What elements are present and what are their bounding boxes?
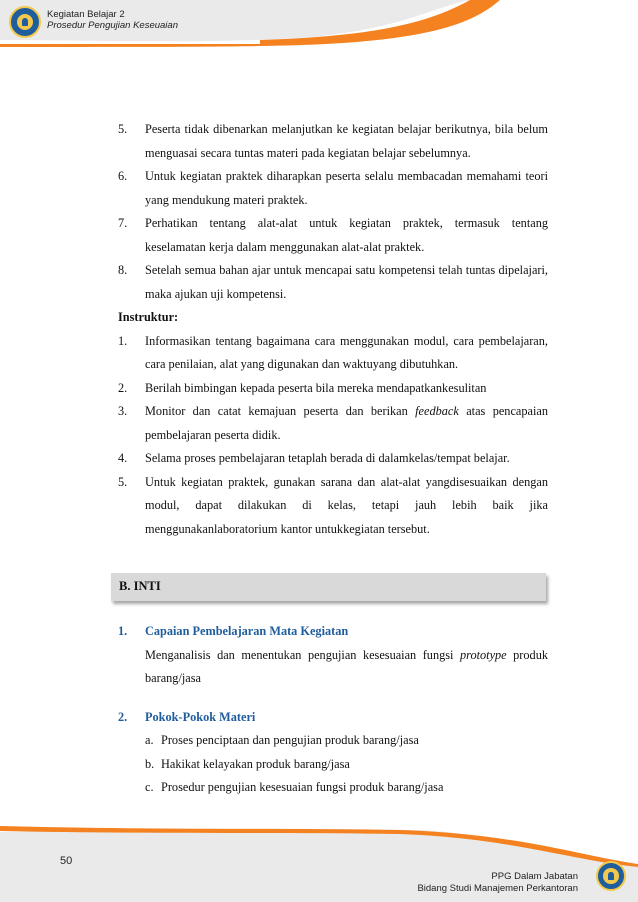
- section-heading: B. INTI: [119, 579, 161, 593]
- list-item: 3. Monitor dan catat kemajuan peserta dan berikan feedback atas pencapaian pembelajaran peserta didik.: [118, 404, 548, 442]
- tut-wuri-logo-icon: [9, 6, 41, 38]
- list-item: b. Hakikat kelayakan produk barang/jasa: [145, 756, 350, 771]
- header-title: Kegiatan Belajar 2: [47, 9, 125, 20]
- header-subtitle: Prosedur Pengujian Keseuaian: [47, 20, 178, 31]
- instruktur-heading: Instruktur:: [118, 310, 179, 324]
- list-item: 5. Untuk kegiatan praktek, gunakan sarana dan alat-alat yangdisesuaikan dengan modul, dapat dilakukan di kelas, tetapi jauh lebih baik jika menggunakanlaboratorium kantor untukkegiatan tersebut.: [118, 474, 548, 536]
- list-item: 8. Setelah semua bahan ajar untuk mencapai satu kompetensi telah tuntas dipelajari, maka ajukan uji kompetensi.: [118, 263, 548, 301]
- main-content: [118, 118, 548, 541]
- footer-line1: PPG Dalam Jabatan: [491, 871, 578, 882]
- tut-wuri-logo-icon: [596, 861, 626, 891]
- inti-section: [118, 620, 548, 800]
- list-item: 5. Peserta tidak dibenarkan melanjutkan ke kegiatan belajar berikutnya, bila belum menguasai secara tuntas materi pada kegiatan belajar sebelumnya.: [118, 122, 548, 160]
- capaian-heading: 1. Capaian Pembelajaran Mata Kegiatan: [118, 624, 349, 638]
- pokok-heading: 2. Pokok-Pokok Materi: [118, 709, 256, 724]
- list-item: c. Prosedur pengujian kesesuaian fungsi produk barang/jasa: [145, 780, 444, 794]
- list-item: 7. Perhatikan tentang alat-alat untuk kegiatan praktek, termasuk tentang keselamatan kerja dalam menggunakan alat-alat praktek.: [118, 216, 548, 254]
- capaian-text: Menganalisis dan menentukan pengujian kesesuaian fungsi prototype produk barang/jasa: [145, 647, 548, 685]
- page-number: 50: [60, 855, 73, 867]
- footer-line2: Bidang Studi Manajemen Perkantoran: [417, 883, 578, 894]
- list-item: 4. Selama proses pembelajaran tetaplah berada di dalamkelas/tempat belajar.: [118, 451, 510, 465]
- section-heading-bar: [111, 573, 546, 601]
- list-item: a. Proses penciptaan dan pengujian produk barang/jasa: [145, 733, 419, 747]
- list-item: 2. Berilah bimbingan kepada peserta bila mereka mendapatkankesulitan: [118, 380, 487, 395]
- list-item: 1. Informasikan tentang bagaimana cara menggunakan modul, cara pembelajaran, cara penilaian, alat yang digunakan dan waktuyang dibutuhkan.: [118, 333, 548, 371]
- list-item: 6. Untuk kegiatan praktek diharapkan peserta selalu membacadan memahami teori yang mendukung materi praktek.: [118, 169, 548, 207]
